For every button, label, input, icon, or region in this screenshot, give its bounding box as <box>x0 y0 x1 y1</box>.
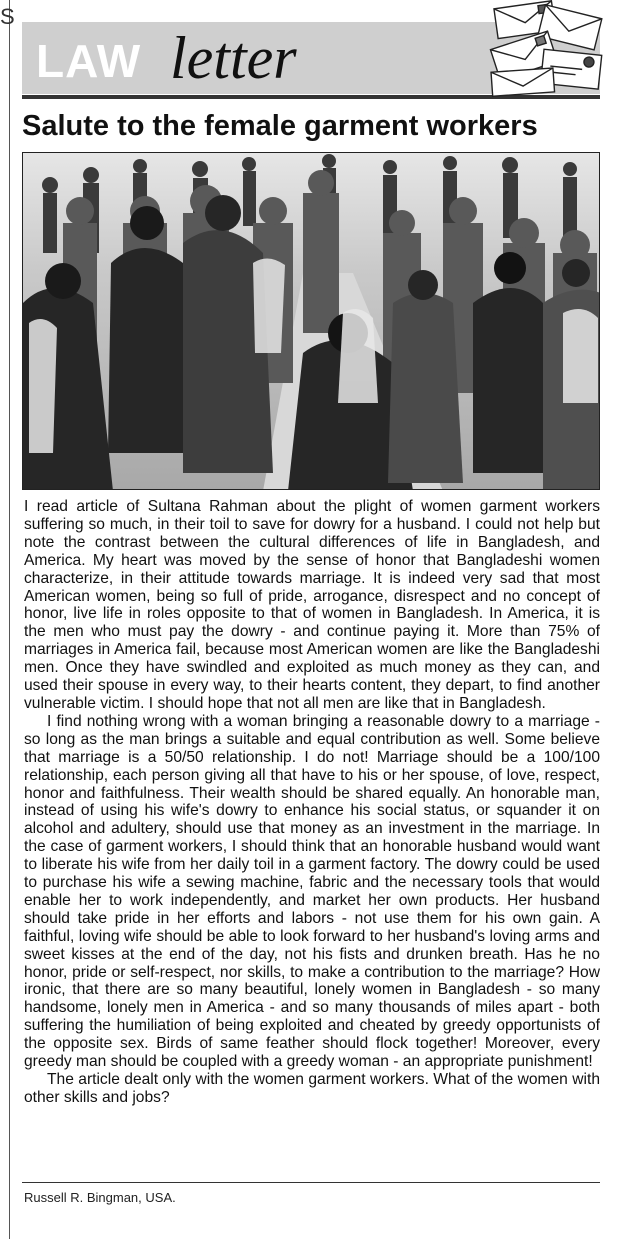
headline: Salute to the female garment workers <box>22 110 538 142</box>
envelopes-icon <box>484 0 606 98</box>
page-mark: S <box>0 4 15 29</box>
crowd-photo <box>22 152 600 490</box>
section-script: letter <box>170 25 297 91</box>
article-paragraph: I find nothing wrong with a woman bringing a reasonable dowry to a marriage - so long as the man brings a suitable and equal contribution as well. Some believe that marriage is a 50/50 relationship. I do not! Marriage should be a 100/100 relationship, each person giving all that have to his or her spouse, of love, respect, honor and faithfulness. Their wealth should be shared equally. An honorable man, instead of using his wife's dowry to enhance his social status, or squander it on alcohol and adultery, should use that money as an investment in the marriage. In the case of garment workers, I should think that an honorable husband would want to liberate his wife from her daily toil in a garment factory. The dowry could be used to purchase his wife a sewing machine, fabric and the necessary tools that would enable her to work independently, and market her own products. Her husband should take pride in her efforts and labors - not use them for his own gain. A faithful, loving wife should be able to look forward to her husband's loving arms and sweet kisses at the end of the day, not his fists and drunken breath. Has he no honor, pride or self-respect, nor skills, to make a contribution to the marriage? How ironic, that there are so many beautiful, lonely women in Bangladesh - so many handsome, lonely men in America - and so many thousands of miles apart - both suffering the humiliation of being exploited and cheated by greedy opportunists of the opposite sex. Birds of same feather should flock together! Moreover, every greedy man should be coupled with a greedy woman - an appropriate punishment! <box>24 712 600 1071</box>
signature-rule <box>22 1182 600 1183</box>
crowd-illustration <box>23 153 600 490</box>
signature: Russell R. Bingman, USA. <box>24 1190 176 1205</box>
article-paragraph: The article dealt only with the women garment workers. What of the women with other skills and jobs? <box>24 1071 600 1106</box>
article-paragraph: I read article of Sultana Rahman about the plight of women garment workers suffering so much, in their toil to save for dowry for a husband. I could not help but note the contrast between the cultural differences of life in Bangladesh, and America. My heart was moved by the sense of honor that Bangladeshi women characterize, in their attitude towards marriage. It is indeed very sad that most American women, being so full of pride, arrogance, disrespect and no concept of honor, live life in roles opposite to that of women in Bangladesh. In America, it is the men who must pay the dowry - and continue paying it. More than 75% of marriages in America fail, because most American women are like the Bangladeshi men. Once they have swindled and exploited as much money as they can, and used their spouse in every way, to their hearts content, they depart, to find another vulnerable victim. I should hope that not all men are like that in Bangladesh. <box>24 498 600 712</box>
column-rule <box>9 0 10 1239</box>
article-body <box>24 498 600 1107</box>
section-word: LAW <box>36 35 142 87</box>
